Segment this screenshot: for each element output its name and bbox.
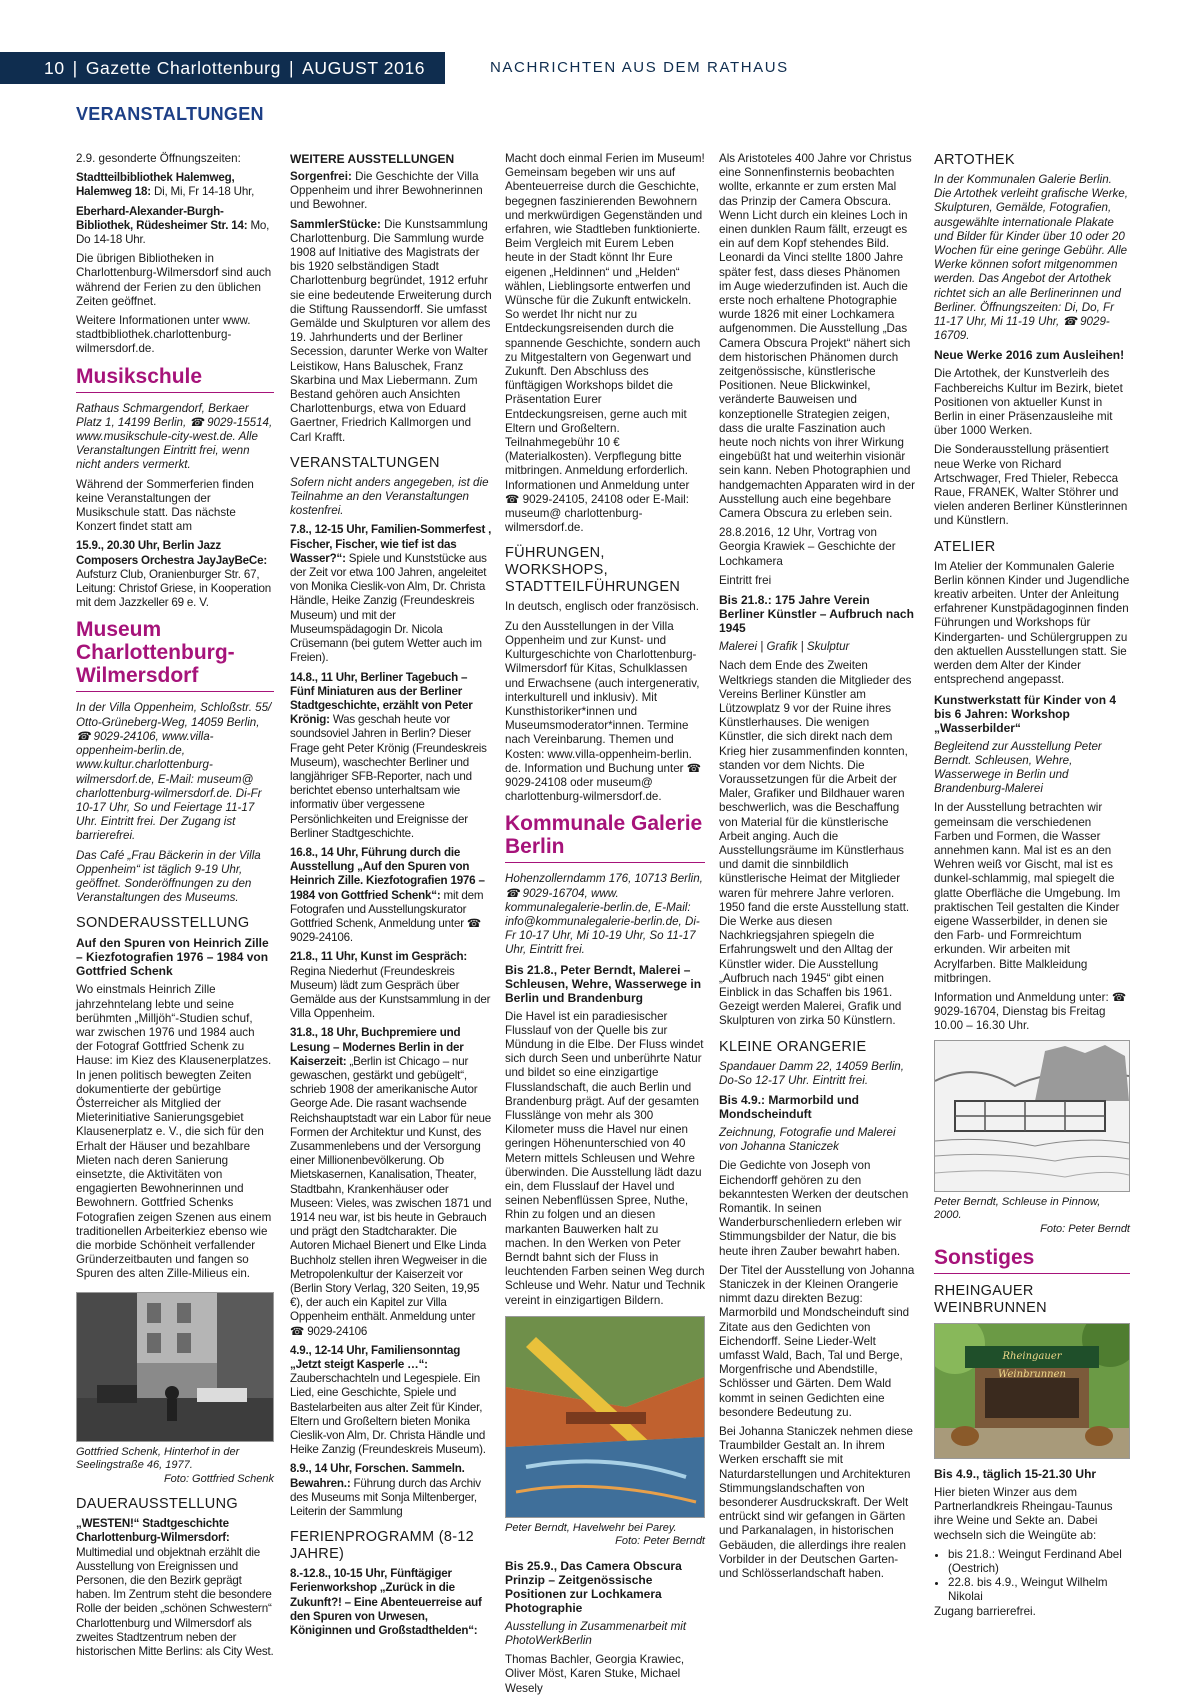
verein-kuenstler-title: Bis 21.8.: 175 Jahre Verein Berliner Künstler – Aufbruch nach 1945 — [719, 593, 914, 636]
photo-weinbrunnen — [934, 1323, 1130, 1459]
marmorbild-text-1: Die Gedichte von Joseph von Eichendorff gehören zu den bekanntesten Werken der deutschen Romantik. In seinen Wanderburschenliedern erleben wir Stimmungsbilder der Natur, die bis heute ihren Zauber bewahrt haben. — [719, 1159, 909, 1258]
kommunale-galerie-heading: Kommunale Galerie Berlin — [505, 812, 705, 863]
atelier-text: Im Atelier der Kommunalen Galerie Berlin können Kinder und Jugendliche kreativ arbeiten. Unter der Anleitung erfahrener Kunstpädagoginnen finden Führungen und Workshops für Kindergarten- und Schülergruppen zu den aktuellen Ausstellungen statt. Sie werden dem Alter der Kinder entsprechend angepasst. — [934, 559, 1130, 687]
event-entry: 8.9., 14 Uhr, Forschen. Sammeln. Bewahren.: Führung durch das Archiv des Museums mit Sonja Miltenberger, Leiterin der Sammlung — [290, 1462, 481, 1519]
musikschule-address: Rathaus Schmargendorf, Berkaer Platz 1, 14199 Berlin, ☎ 9029-15514, www.musikschule-city-west.de. Alle Veranstaltungen Eintritt frei, wenn nicht anders vermerkt. — [76, 401, 273, 472]
libraries-info: Weitere Informationen unter www. stadtbibliothek.charlottenburg-wilmersdorf.de. — [76, 314, 251, 356]
marmorbild-text-3: Bei Johanna Staniczek nehmen diese Traumbilder Gestalt an. In ihrem Werken erschafft sie mit Naturdarstellungen und Architekturen Stimmungslandschaften von besonderer Ausdruckskraft. Der Welt entrückt sind wir gefangen in Gärten und Parkanalagen, in historischen Gebäuden, die allerdings ihre realen Vorbilder in der Deutschen Garten- und Schlösserlandschaft haben. — [719, 1425, 914, 1581]
ferienprogramm-title: 8.-12.8., 10-15 Uhr, Fünftägiger Ferienworkshop „Zurück in die Zukunft?! – Eine Abenteuerreise auf den Spuren von Urwesen, Königinnen und Großstadthelden“: — [290, 1567, 482, 1638]
fuehrungen-languages: In deutsch, englisch oder französisch. — [505, 600, 699, 614]
schleuse-drawing-image — [935, 1041, 1129, 1191]
weinbrunnen-photo-image — [935, 1324, 1129, 1458]
ferienprogramm-text: Macht doch einmal Ferien im Museum! Gemeinsam begeben wir uns auf Abenteuerreise durch die Geschichte, begegnen faszinierenden Bewohnern und merkwürdigen Gegenständen und erfahren, wie Stadtleben funktionierte. Beim Vergleich mit Eurem Leben heute in der Stadt könnt Ihr Eure eigenen „Heldinnen“ und „Helden“ wählen, Lieblingsorte entwerfen und Wünsche für die Zukunft entwickeln. So werdet Ihr nicht nur zu Entdeckungsreisenden durch die spannende Geschichte, sondern auch zu Mitgestaltern von Gegenwart und Zukunft. Den Abschluss des fünftägigen Workshops bildet die Präsentation Eurer Entdeckungsreisen, gerne auch mit Eltern und Großeltern. Teilnahmegebühr 10 € (Materialkosten). Verpflegung bitte mitbringen. Anmeldung erforderlich. Informationen und Anmeldung unter ☎ 9029-24105, 24108 oder E-Mail: museum@ charlottenburg-wilmersdorf.de. — [505, 152, 705, 535]
hinterhof-photo-image — [77, 1293, 273, 1441]
event-entry: 7.8., 12-15 Uhr, Familien-Sommerfest , Fischer, Fischer, wie tief ist das Wasser?“: Spiele und Kunststücke aus der Zeit vor etwa 100 Jahren, angeleitet von Monika Cieslik-von Alm, Dr. Christa Händle, Heike Zanzig (Freundeskreis Museum) und mit der Museumspädagogin Dr. Nicola Crüsemann (bei gutem Wetter auch im Freien). — [290, 523, 492, 665]
section-title: NACHRICHTEN AUS DEM RATHAUS — [490, 59, 789, 76]
museum-heading: Museum Charlottenburg-Wilmersdorf — [76, 618, 274, 692]
weinbrunnen-access: Zugang barrierefrei. — [934, 1604, 1036, 1618]
camera-obscura-free: Eintritt frei — [719, 573, 772, 587]
atelier-heading: ATELIER — [934, 538, 996, 555]
column-5 — [934, 152, 1130, 1624]
weinbrunnen-sign: Rheingauer Weinbrunnen — [998, 1351, 1066, 1381]
dauerausstellung-heading: DAUERAUSSTELLUNG — [76, 1496, 238, 1513]
event-entry: 16.8., 14 Uhr, Führung durch die Ausstellung „Auf den Spuren von Heinrich Zille. Kiezfotografien 1976 – 1984 von Gottfried Schenk“: mit dem Fotografen und Ausstellungskurator Gottfried Schenk, Anmeldung unter ☎ 9029-24106. — [290, 845, 485, 945]
camera-obscura-artists: Thomas Bachler, Georgia Krawiec, Oliver Möst, Karen Stuke, Michael Wesely — [505, 1653, 685, 1695]
column-1 — [76, 152, 274, 1664]
kleine-orangerie-heading: KLEINE ORANGERIE — [719, 1038, 867, 1055]
artothek-text-1: Die Artothek, der Kunstverleih des Fachbereichs Kultur im Bezirk, bietet Positionen von aktueller Kunst in Berlin in einer Präsenzausleihe mit über 1000 Werken. — [934, 367, 1123, 438]
sonderausstellung-title: Auf den Spuren von Heinrich Zille – Kiezfotografien 1976 – 1984 von Gottfried Schenk — [76, 936, 269, 979]
musikschule-text: Während der Sommerferien finden keine Veranstaltungen der Musikschule statt. Das nächste Konzert findet statt am — [76, 477, 254, 534]
veranstaltungen-note: Sofern nicht anders angegeben, ist die Teilnahme an den Veranstaltungen kostenfrei. — [290, 475, 489, 518]
event-entry: 14.8., 11 Uhr, Berliner Tagebuch – Fünf Miniaturen aus der Berliner Stadtgeschichte, erzählt von Peter Krönig: Was geschah heute vor soundsoviel Jahren in Berlin? Dieser Frage geht Peter Krönig (Freundeskreis Museum), waschechter Berliner und langjähriger SFB-Reporter, nach und berichtet ebenso unterhaltsam wie informativ über vergessene Persönlichkeiten und Ereignisse der Berliner Stadtgeschichte. — [290, 670, 487, 840]
camera-obscura-text: Als Aristoteles 400 Jahre vor Christus eine Sonnenfinsternis beobachten wollte, erkannte er zum ersten Mal das Prinzip der Camera Obscura. Wenn Licht durch ein kleines Loch in einen dunklen Raum fällt, erzeugt es ein auf dem Kopf stehendes Bild. Leonardi da Vinci stellte 1800 Jahre später fest, dass dieses Phänomen im Auge wiederzufinden ist. Auch die erste noch erhaltene Photographie wurde 1826 mit einer Lochkamera aufgenommen. Die Ausstellung „Das Camera Obscura Projekt“ nähert sich dem historischen Phänomen durch zeitgenössische, künstlerische Positionen. Neue Blickwinkel, veränderte Bauweisen und konzeptionelle Strategien zeigen, dass die uralte Faszination auch heute noch nichts von ihrer Wirkung eingebüßt hat und weiterhin visionär sein kann. Neben Photographien und handgemachten Apparaten wird in der Ausstellung auch eine begehbare Camera Obscura zu erleben sein. — [719, 152, 915, 521]
fuehrungen-text: Zu den Ausstellungen in der Villa Oppenheim und zur Kunst- und Kulturgeschichte von Charlottenburg-Wilmersdorf für Kitas, Schulklassen und Erwachsene (auch intergenerativ, interkulturell und inklusiv). Mit Kunsthistoriker*innen und Museumsmoderator*innen. Termine nach Vereinbarung. Themen und Kosten: www.villa-oppenheim-berlin. de. Information und Buchung unter ☎ 9029-24108 oder museum@ charlottenburg-wilmersdorf.de. — [505, 619, 702, 804]
marmorbild-genre: Zeichnung, Fotografie und Malerei von Johanna Staniczek — [719, 1125, 896, 1154]
atelier-workshop-note: Begleitend zur Ausstellung Peter Berndt. Schleusen, Wehre, Wasserwege in Berlin und Brandenburg-Malerei — [934, 739, 1102, 796]
artothek-title: Neue Werke 2016 zum Ausleihen! — [934, 348, 1125, 363]
photo-hinterhof-caption: Gottfried Schenk, Hinterhof in der Seelingstraße 46, 1977. Foto: Gottfried Schenk — [76, 1445, 274, 1485]
museum-address: In der Villa Oppenheim, Schloßstr. 55/ Otto-Grüneberg-Weg, 14059 Berlin, ☎ 9029-24106, www.villa-oppenheim-berlin.de, www.kultur.charlottenburg-wilmersdorf.de, E-Mail: museum@ charlottenburg-wilmersdorf.de. Di-Fr 10-17 Uhr, So und Feiertage 11-17 Uhr. Eintritt frei. Der Zugang ist barrierefrei. — [76, 701, 272, 843]
atelier-workshop-title: Kunstwerkstatt für Kinder von 4 bis 6 Jahren: Workshop „Wasserbilder“ — [934, 692, 1117, 735]
berndt-exhibition-text: Die Havel ist ein paradiesischer Flusslauf von der Quelle bis zur Mündung in die Elbe. Der Fluss windet sich durch Seen und unberührte Natur und bildet so eine einzigartige Flusslandschaft, die auch Berlin und Brandenburg prägt. Auf der gesamten Flusslänge von mehr als 300 Kilometer muss die Havel nur einen geringen Höhenunterschied von 40 Metern mittels Schleusen und Wehre überwinden. Die Ausstellung lädt dazu ein, dem Flusslauf der Havel und seinen Nebenflüssen Spree, Nuthe, Rhin zu folgen und an diesen markanten Bauwerken halt zu machen. In den Werken von Peter Berndt bahnt sich der Fluss in leuchtenden Farben seinen Weg durch Schleuse und Wehr. Natur und Technik vereint in einzigartigen Bildern. — [505, 1009, 706, 1307]
marmorbild-text-2: Der Titel der Ausstellung von Johanna Staniczek in der Kleinen Orangerie nimmt dazu direkten Bezug: Marmorbild und Mondscheinduft sind Zitate aus den Gedichten von Eichendorff. Seine Lieder-Welt umfasst Wald, Bach, Tal und Berge, Morgenfrische und Abendstille, Schlösser und Gärten. Dem Wald kommt in seinen Gedichten eine besondere Bedeutung zu. — [719, 1263, 915, 1419]
list-item: • bis 21.8.: Weingut Ferdinand Abel (Oestrich) — [948, 1548, 1130, 1576]
section-label: VERANSTALTUNGEN — [76, 104, 264, 124]
column-2 — [290, 152, 492, 1643]
marmorbild-title: Bis 4.9.: Marmorbild und Mondscheinduft — [719, 1092, 860, 1121]
ferienprogramm-heading: FERIENPROGRAMM (8-12 JAHRE) — [290, 1529, 475, 1563]
photo-schleuse-caption: Peter Berndt, Schleuse in Pinnow, 2000. Foto: Peter Berndt — [934, 1195, 1130, 1235]
weinbrunnen-list — [934, 1548, 1130, 1605]
veranstaltungen-heading: VERANSTALTUNGEN — [290, 454, 440, 471]
artothek-text-2: Die Sonderausstellung präsentiert neue Werke von Richard Artschwager, Fred Thieler, Rebecca Raue, FRANEK, Walter Stöhrer und vielen anderen Berliner Künstlerinnen und Künstlern. — [934, 443, 1128, 528]
page-header — [0, 52, 1200, 84]
issue-date: AUGUST 2016 — [302, 58, 426, 78]
event-entry: 31.8., 18 Uhr, Buchpremiere und Lesung – Modernes Berlin in der Kaiserzeit: „Berlin ist Chicago – nur gewaschen, gestärkt und gebügelt“, schrieb 1908 der amerikanische Autor George Ade. Die rasant wachsende Reichshauptstadt war ein Labor für neue Formen der Architektur und Kunst, des Zusammenlebens und der Versorgung einer Millionenbevölkerung. Ob Mietskasernen, Kanalisation, Theater, Stadtbahn, Krankenhäuser oder Museen: Vieles, was zwischen 1871 und 1914 neu war, ist bis heute in Gebrauch und prägt den Stadtcharakter. Die Autoren Michael Bienert und Elke Linda Buchholz stellen ihren Wegweiser in die Metropolenkultur der Kaiserzeit vor (Berlin Story Verlag, 320 Seiten, 19,95 €), der auch ein Kapitel zur Villa Oppenheim enthält. Anmeldung unter ☎ 9029-24106 — [290, 1026, 492, 1338]
weitere-ausstellungen-heading: WEITERE AUSSTELLUNGEN — [290, 152, 455, 166]
photo-schleuse — [934, 1040, 1130, 1192]
atelier-workshop-info: Information und Anmeldung unter: ☎ 9029-16704, Dienstag bis Freitag 10.00 – 16.30 Uhr. — [934, 990, 1127, 1033]
header-bar: 10 | Gazette Charlottenburg | AUGUST 2016 — [0, 52, 445, 84]
sorgenfrei-entry: Sorgenfrei: Die Geschichte der Villa Oppenheim und ihrer Bewohnerinnen und Bewohner. — [290, 170, 483, 212]
photo-hinterhof — [76, 1292, 274, 1442]
sammlerstuecke-entry: SammlerStücke: Die Kunstsammlung Charlottenburg. Die Sammlung wurde 1908 auf Initiative des Magistrats der bis 1920 selbständigen Stadt Charlottenburg begründet, 1912 erfuhr sie eine bedeutende Erweiterung durch die Stiftung Raussendorff. Sie umfasst Gemälde und Skulpturen vor allem des 19. Jahrhunderts und der Berliner Secession, darunter Werke von Walter Leistikow, Hans Baluschek, Franz Skarbina und Max Liebermann. Zum Bestand gehören auch Ansichten Charlottenburgs, etwa von Eduard Gaertner, Friedrich Kallmorgen und Carl Krafft. — [290, 217, 492, 444]
event-entry: 4.9., 12-14 Uhr, Familiensonntag „Jetzt steigt Kasperle …“: Zauberschachteln und Legespiele. Ein Lied, eine Geschichte, Spiele und Bastelarbeiten aus alter Zeit für Kinder, Eltern und Großeltern bieten Monika Cieslik-von Alm, Dr. Christa Händle und Heike Zanzig (Freundeskreis Museum). — [290, 1343, 486, 1457]
artothek-heading: ARTOTHEK — [934, 152, 1015, 168]
publication-name: Gazette Charlottenburg — [85, 58, 281, 78]
opening-intro: 2.9. gesonderte Öffnungszeiten: — [76, 152, 241, 165]
dauerausstellung-text: „WESTEN!“ Stadtgeschichte Charlottenburg-Wilmersdorf: Multimedial und objektnah erzählt die Ausstellung von Ereignissen und Personen, die den Bezirk geprägt haben. Im Zentrum steht die besondere Rolle der beiden „schönen Schwestern“ Charlottenburg und Wilmersdorf als zweites Stadtzentrum neben der historischen Mitte Berlins: als City West. — [76, 1517, 274, 1658]
camera-obscura-note: Ausstellung in Zusammenarbeit mit PhotoWerkBerlin — [505, 1619, 687, 1648]
museum-cafe: Das Café „Frau Bäckerin in der Villa Oppenheim“ ist täglich 9-19 Uhr, geöffnet. Sonderöffnungen zu den Veranstaltungen des Museums. — [76, 848, 261, 905]
concert-entry: 15.9., 20.30 Uhr, Berlin Jazz Composers Orchestra JayJayBeCe: Aufsturz Club, Oranienburger Str. 67, Leitung: Christof Griese, in Kooperation mit dem Jazzkeller 69 e. V. — [76, 539, 272, 610]
photo-havelwehr-caption: Peter Berndt, Havelwehr bei Parey. Foto: Peter Berndt — [505, 1521, 705, 1548]
sonderausstellung-text: Wo einstmals Heinrich Zille jahrzehntelang lebte und seine berühmten „Milljöh“-Studien schuf, war zwischen 1976 und 1984 auch der Fotograf Gottfried Schenk zu Hause: im Kiez des Klausenerplatzes. In jenen politisch bewegten Zeiten dokumentierte der gebürtige Österreicher als Mitglied der Mieterinitiative Sanierungsgebiet Klausenerplatz e. V., die sich für den Erhalt der Häuser und bezahlbare Mieten nach deren Sanierung einsetzte, die Aktivitäten von engagierten Bewohnerinnen und Bewohnern. Gottfried Schenks Fotografien zeigen Szenen aus einem traditionellen Arbeiterkiez ebenso wie die morbide Schönheit verfallender Gründerzeitbauten und fangen so Spuren des alten Zille-Milieus ein. — [76, 983, 272, 1281]
libraries-other: Die übrigen Bibliotheken in Charlottenburg-Wilmersdorf sind auch während der Ferien zu den üblichen Zeiten geöffnet. — [76, 252, 272, 308]
berndt-exhibition-title: Bis 21.8., Peter Berndt, Malerei – Schleusen, Wehre, Wasserwege in Berlin und Brandenburg — [505, 962, 702, 1005]
sonderausstellung-heading: SONDERAUSSTELLUNG — [76, 915, 250, 932]
camera-obscura-title: Bis 25.9., Das Camera Obscura Prinzip – Zeitgenössische Positionen zur Lochkamera Photographie — [505, 1558, 682, 1615]
camera-obscura-talk: 28.8.2016, 12 Uhr, Vortrag von Georgia Krawiek – Geschichte der Lochkamera — [719, 526, 896, 568]
atelier-workshop-text: In der Ausstellung betrachten wir gemeinsam die verschiedenen Farben und Formen, die Wasser annehmen kann. Mal ist es an den Wehren weiß vor Gischt, mal ist es dunkel-schlammig, mal spiegelt die glatte Oberfläche die Umgebung. Im praktischen Teil gestalten die Kinder eigene Wasserbilder, in denen sie den Farb- und Formreichtum erkunden. Wir arbeiten mit Acrylfarben. Bitte Malkleidung mitbringen. — [934, 801, 1121, 985]
fuehrungen-heading: FÜHRUNGEN, WORKSHOPS, STADTTEILFÜHRUNGEN — [505, 545, 681, 596]
artothek-intro: In der Kommunalen Galerie Berlin. Die Artothek verleiht grafische Werke, Skulpturen, Gemälde, Fotografien, ausgewählte internationale Plakate und Bilder für Kinder über 10 oder 20 Wochen für eine geringe Gebühr. Alle Werke können sofort mitgenommen werden. Das Angebot der Artothek richtet sich an alle Berlinerinnen und Berliner. Öffnungszeiten: Di, Do, Fr 11-17 Uhr, Mi 11-19 Uhr, ☎ 9029-16709. — [934, 173, 1128, 343]
column-3 — [505, 152, 705, 1701]
sonstiges-heading: Sonstiges — [934, 1246, 1130, 1274]
column-4 — [719, 152, 915, 1586]
musikschule-heading: Musikschule — [76, 365, 274, 393]
havelwehr-painting-image — [506, 1317, 704, 1517]
verein-kuenstler-text: Nach dem Ende des Zweiten Weltkriegs standen die Mitglieder des Vereins Berliner Künstler am Lützowplatz 9 vor der Ruine ihres Künstlerhauses. Die wenigen Künstler, die sich direkt nach dem Krieg hier zusammenfinden konnten, standen vor dem Nichts. Die Voraussetzungen für die Arbeit der Maler, Grafiker und Bildhauer waren beschwerlich, was die Beschaffung von Material für die künstlerische Arbeit anging. Auch die Ausstellungsräume im Künstlerhaus und damit die sinnbildlich künstlerische Heimat der Mitglieder waren für mehrere Jahre verloren. 1950 fand die erste Ausstellung statt. Die Werke aus diesen Nachkriegsjahren spiegeln die Erfahrungswelt und den Alltag der Künstler wider. Die Ausstellung „Aufbruch nach 1945“ gibt einen Einblick in das Schaffen bis 1961. Gezeigt werden Malerei, Grafik und Skulpturen von zirka 50 Künstlern. — [719, 659, 912, 1028]
page-number: 10 — [44, 58, 65, 78]
kleine-orangerie-address: Spandauer Damm 22, 14059 Berlin, Do-So 12-17 Uhr. Eintritt frei. — [719, 1059, 904, 1087]
weinbrunnen-text: Hier bieten Winzer aus dem Partnerlandkreis Rheingau-Taunus ihre Weine und Sekte an. Dabei wechseln sich die Weingüte ab: — [934, 1486, 1113, 1542]
event-entry: 21.8., 11 Uhr, Kunst im Gespräch: Regina Niederhut (Freundeskreis Museum) lädt zum Gespräch über Gemälde aus der Kunstsammlung in der Villa Oppenheim. — [290, 950, 491, 1021]
weinbrunnen-heading: RHEINGAUER WEINBRUNNEN — [934, 1283, 1047, 1317]
library-halemweg: Stadtteilbibliothek Halemweg, Halemweg 18: Di, Mi, Fr 14-18 Uhr, — [76, 171, 255, 199]
library-burgh: Eberhard-Alexander-Burgh-Bibliothek, Rüdesheimer Str. 14: Mo, Do 14-18 Uhr. — [76, 204, 270, 247]
kommunale-galerie-address: Hohenzollerndamm 176, 10713 Berlin, ☎ 9029-16704, www. kommunalegalerie-berlin.de, E-Mail: info@kommunalegalerie-berlin.de, Di-Fr 10-17 Uhr, Mi 10-19 Uhr, So 11-17 Uhr, Eintritt frei. — [505, 872, 703, 957]
list-item: • 22.8. bis 4.9., Weingut Wilhelm Nikolai — [948, 1576, 1130, 1604]
verein-kuenstler-genre: Malerei | Grafik | Skulptur — [719, 640, 850, 654]
photo-havelwehr — [505, 1316, 705, 1518]
weinbrunnen-title: Bis 4.9., täglich 15-21.30 Uhr — [934, 1467, 1097, 1482]
